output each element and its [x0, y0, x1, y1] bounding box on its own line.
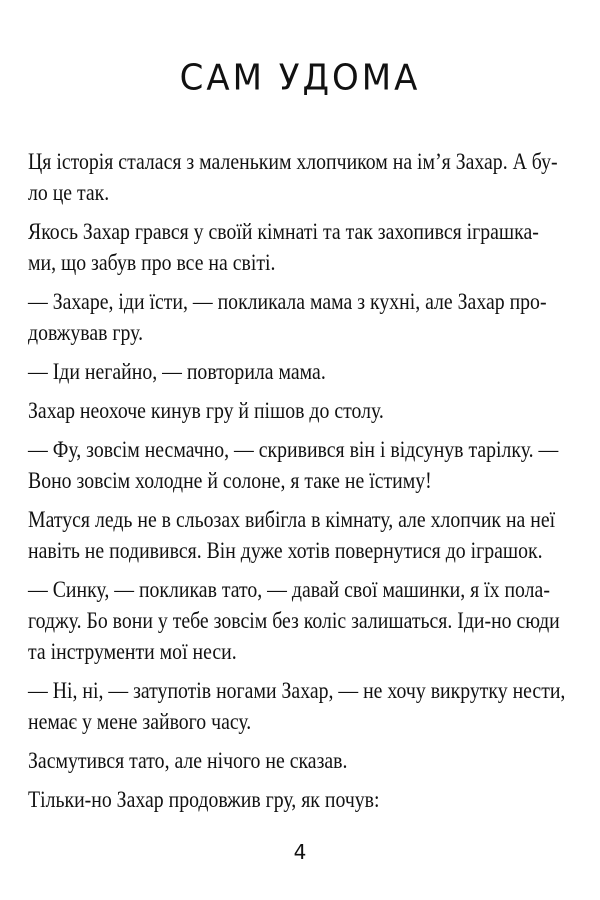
- text-line: Засмутився тато, але нічого не сказав.: [28, 748, 348, 773]
- text-line: годжу. Бо вони у тебе зовсім без коліс залишаться. Іди-но сюди: [28, 608, 560, 633]
- story-text: [28, 146, 600, 815]
- text-line: Якось Захар грався у своїй кімнаті та так захопився іграшка-: [28, 219, 539, 244]
- text-line: Тільки-но Захар продовжив гру, як почув:: [28, 787, 380, 812]
- paragraph: [28, 574, 600, 667]
- text-line: ми, що забув про все на світі.: [28, 250, 276, 275]
- paragraph: [28, 434, 600, 496]
- paragraph: [28, 286, 600, 348]
- text-line: та інструменти мої неси.: [28, 639, 237, 664]
- paragraph: [28, 356, 600, 387]
- page-number: 4: [293, 840, 307, 864]
- paragraph: [28, 745, 600, 776]
- paragraph: [28, 395, 600, 426]
- text-line: довжував гру.: [28, 320, 144, 345]
- paragraph: [28, 504, 600, 566]
- paragraph: [28, 675, 600, 737]
- page-title: САМ УДОМА: [179, 57, 421, 99]
- text-line: Ця історія сталася з маленьким хлопчиком на ім’я Захар. А бу-: [28, 149, 558, 174]
- text-line: Матуся ледь не в сльозах вибігла в кімнату, але хлопчик на неї: [28, 507, 556, 532]
- paragraph: [28, 146, 600, 208]
- text-line: — Захаре, іди їсти, — покликала мама з кухні, але Захар про-: [28, 289, 547, 314]
- text-line: — Ні, ні, — затупотів ногами Захар, — не хочу викрутку нести,: [28, 678, 566, 703]
- text-line: немає у мене зайвого часу.: [28, 709, 252, 734]
- text-line: Воно зовсім холодне й солоне, я таке не їстиму!: [28, 468, 432, 493]
- text-line: — Іди негайно, — повторила мама.: [28, 359, 326, 384]
- paragraph: [28, 216, 600, 278]
- text-line: Захар неохоче кинув гру й пішов до столу.: [28, 398, 384, 423]
- text-line: — Синку, — покликав тато, — давай свої машинки, я їх пола-: [28, 577, 550, 602]
- text-line: навіть не подивився. Він дуже хотів повернутися до іграшок.: [28, 538, 543, 563]
- text-line: — Фу, зовсім несмачно, — скривився він і відсунув тарілку. —: [28, 437, 559, 462]
- paragraph: [28, 784, 600, 815]
- text-line: ло це так.: [28, 180, 110, 205]
